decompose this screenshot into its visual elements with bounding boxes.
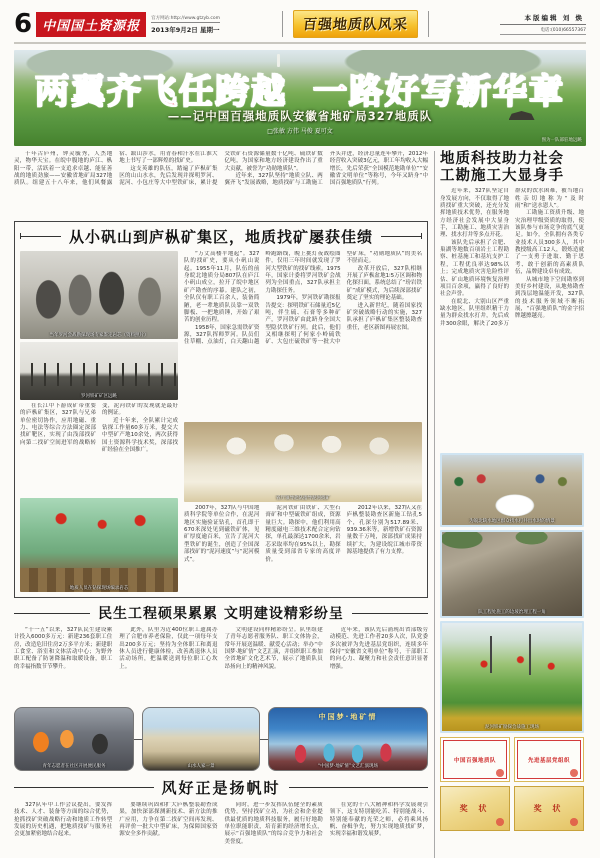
headline-rule-right	[352, 613, 428, 614]
body-paragraph: 2012年以来，327队又在庐枞整装勘查区新施工钻孔5个，孔深分别为517.89米、939.36米等，新增铁矿石资源量数千万吨，深部找矿成果持续扩大，为建设皖江城市带资源基地提供了有力支撑。	[346, 505, 422, 556]
intro-paragraph: 千年古庐州，钟灵毓秀，人杰地灵，物华天宝。在皖中腹地的庐江、枞阳一带，活跃着一支追求卓越、能征善战的地质劲旅——安徽省地矿局327地质队。组建五十八年来，他们风餐露宿、跋山涉水，用青春和汗水在江淮大地上书写了一部辉煌的找矿史。	[14, 151, 218, 187]
section1-headline: 从小矾山到庐枞矿集区，地质找矿屡获佳绩	[69, 228, 374, 246]
header-divider-right	[428, 11, 429, 37]
section1-right-area	[184, 251, 422, 593]
photo-water-well-crowd	[440, 453, 584, 527]
masthead-date: 2013年9月2日 星期一	[151, 25, 220, 34]
masthead-info	[151, 15, 220, 34]
right-article-text	[440, 188, 584, 450]
photo-stage-performance	[268, 707, 428, 771]
certificate-top100	[440, 737, 510, 782]
stage-backdrop-title: 中国梦·地矿情	[318, 713, 378, 721]
certificate-award-left	[440, 786, 510, 831]
topbar	[14, 6, 586, 44]
photo-caption: 省厅领导赴队指导泥河找矿	[276, 496, 330, 501]
header-divider-left	[282, 11, 283, 37]
section1-body	[20, 251, 422, 593]
body-paragraph: “十一五”以来，327队民生建设累计投入6000多万元：新建236套职工住房，改造危旧住房2万多平方米；新建职工食堂、浴室和文体活动中心；为野外职工配备了防暑降温和取暖设备，职工的幸福指数节节攀升。	[14, 627, 113, 670]
banner-headline	[14, 64, 586, 113]
banner-photo-caption: 图为一队部驻地远眺	[541, 138, 582, 143]
body-paragraph: 该队先后承担了合肥、巢湖等地数百项岩土工程勘察、桩基施工和基坑支护工程，工程优良率达98%以上；完成地质灾害危险性评估、矿山地质环境恢复治理项目百余项，赢得了良好的社会声誉。	[440, 239, 509, 298]
certificate-title: 先进基层党组织	[527, 757, 570, 764]
photo-leaders-meeting	[184, 422, 422, 502]
certificate-grid	[440, 737, 584, 831]
photo-slope-treatment	[440, 530, 584, 618]
drill-mast-shape	[529, 634, 531, 675]
section3-headline-row	[14, 777, 428, 798]
editor-block	[500, 13, 586, 35]
photo-mine-skyline-bw	[20, 342, 178, 400]
banner-subtitle: ——记中国百强地质队安徽省地矿局327地质队	[167, 109, 433, 123]
photo-caption: 青年志愿者在社区开展便民服务	[42, 764, 106, 769]
photo-core-inspection-bw	[20, 251, 178, 339]
headline-rule-left	[14, 787, 154, 788]
editor-phone: 电话:(010)66557367	[500, 27, 586, 35]
section2-text	[14, 627, 428, 703]
section3-headline: 风好正是扬帆时	[161, 779, 281, 797]
photo-caption: 地质人员在钻探现场编录岩芯	[69, 586, 129, 591]
certificate-party	[514, 737, 584, 782]
body-paragraph: 在皖北、大别山区严重缺水地区，队里组织精干力量为群众找水打井，先后成井300余眼，解决了20多万群众的饮水困难，被当地百姓亲切地称为“及时雨”和“送水恩人”。	[440, 188, 584, 327]
body-paragraph: 在长江中下游成矿带重要的庐枞矿集区，327队与兄弟单位密切协作，应用地磁、重力、电法等综合方法圈定深部找矿靶区，实现了由浅部找矿向第二找矿空间进军的战略转变，泥河铁矿的发现就是最好的例证。	[20, 403, 178, 446]
body-paragraph: 工勘施工资质升级、地灾治理甲级资质的取得，使该队参与市场竞争的底气更足。如今，全队拥有各类专业技术人员300多人，其中教授级高工12人，锻炼造就了一支勇于进取、勤于思考、敢于创新的高素质队伍，品牌建设卓有成效。	[515, 210, 584, 276]
body-paragraph: 近年来，该队先后涌现出省部级劳动模范、先进工作者20多人次，队党委多次被评为先进基层党组织，连续多年保持“安徽省文明单位”称号，干部职工的向心力、凝聚力和社会责任意识显著增强。	[329, 627, 428, 670]
body-paragraph: 泥河铁矿由铁矿、大型石膏矿和中型硫铁矿组成，资源量巨大。勘探中，他们利用高精度磁电三维技术配合定向钻探，单孔最深达1700余米，岩芯采取率均在95%以上，勘探质量受到部省专家的高度评价。	[265, 505, 341, 563]
intro-paragraph: 这支英雄的队伍，踏遍了庐枞矿集区的山山水水，先后发现并探明罗河、泥河、小包庄等大中型铁矿床，累计提交铁矿石资源储量数十亿吨、硫铁矿数亿吨，为国家和地方经济建设作出了重大贡献，被誉为“功勋地质队”。	[119, 151, 323, 187]
editor-name: 本版编辑 刘 焕	[500, 13, 586, 25]
right-article-headline-line1: 地质科技助力社会	[440, 151, 564, 167]
body-paragraph: 要继续巩固和扩大庐枞整装勘查成果，加快深部探测新技术、新方法的推广应用，力争在第二找矿空间再发现、再评价一批大中型矿床，为保障国家资源安全多作贡献。	[119, 802, 218, 838]
masthead-logo	[36, 12, 146, 37]
photo-caption: 罗河铁矿矿区远眺	[81, 394, 117, 399]
certificate-title: 中国百强地质队	[453, 757, 496, 764]
banner-byline: □张敏 方伟 马俊 夏可文	[267, 128, 333, 135]
photo-drilling-field	[440, 621, 584, 733]
page-content	[14, 151, 586, 858]
banner-headline-right: 一路好写新华章	[313, 72, 565, 112]
body-paragraph: 1979年，罗河铁矿勘探报告提交：探明铁矿石储量近5亿吨，伴生硫、石膏等多种矿产，罗河铁矿由此跻身全国大型隐伏铁矿行列。此后，他们又相继探明了何家小岭硫铁矿、大包庄硫铁矿等一批大中型矿床，“功勋地质队”的美名不胫而走。	[265, 251, 422, 346]
masthead-title: 中国国土资源报	[42, 18, 141, 34]
headline-rule-right	[381, 236, 422, 237]
body-paragraph: 此外，队里为近400位职工遗属办理了合肥市养老保险，仅此一项每年支出200多万元；坚持为全体职工和离退休人员进行健康体检，改善离退休人员活动场所，把温暖送到每位职工心坎上。	[119, 627, 218, 670]
body-paragraph: 近十年来，全队累计完成钻探工作量60多万米，提交大中型矿产地10余处，两次获得国土资源科学技术奖，深部找矿经验在全国推广。	[102, 417, 178, 454]
section1-headline-row	[20, 226, 422, 247]
body-paragraph: 327队年中工作会议提出，要发挥技术、人才、装备等方面的综合优势，抢抓找矿突破战略行动和地质工作转型发展的历史机遇，把地质找矿与服务社会更加紧密地结合起来。	[14, 802, 113, 838]
section2-photo-row	[14, 707, 428, 771]
section-livelihood	[14, 603, 428, 771]
section1-bottom-text	[184, 505, 422, 593]
photo-caption: 当年罗河会战勘探现场专家鉴定岩芯（资料照片）	[49, 333, 149, 338]
page-number: 6	[14, 9, 33, 39]
section1-left-column	[20, 251, 178, 593]
headline-rule-right	[289, 787, 429, 788]
banner-headline-left: 两翼齐飞任跨越	[35, 72, 287, 112]
drill-mast-shape	[490, 636, 492, 673]
body-paragraph: 近年来，327队坚定自身发展方向，不仅取得了地质找矿重大突破，还充分发挥地质技术优势，在服务地方经济社会发展中大显身手，工勘施工、地质灾害治理、找水打井等多点开花。	[440, 188, 509, 239]
body-paragraph: “万丈高楼平地起”。327队的找矿史，要从小矾山说起。1955年11月，队伍的前身皖北地质分局807队在庐江小矾山成立，拉开了皖中地区矿产勘查的序幕。建队之初，全队仅有职工百余人，装备简陋，老一辈地质队员靠一双铁脚板、一把地质锤，开始了艰苦的创业历程。	[184, 251, 260, 324]
photo-volunteers	[14, 707, 134, 771]
section3-text	[14, 802, 428, 858]
photo-caption: 山水人家一景	[187, 764, 215, 769]
certificate-title: 奖 状	[459, 804, 491, 814]
section-sailing	[14, 777, 428, 858]
photo-caption: 队工程处施工的边坡治理工程一角	[478, 610, 546, 616]
photo-core-logging-tent	[20, 498, 178, 592]
photo-residence-building	[142, 707, 260, 771]
body-paragraph: 进入新世纪，随着国家找矿突破战略行动的实施，327队承担了庐枞矿集区整装勘查重任，老区新图再展宏图。	[346, 302, 422, 331]
headline-rule-left	[14, 613, 90, 614]
body-paragraph: 2007年，327队与中国地质科学院等单位合作，在泥河地区实施验证钻孔，首孔即于670米深处见到磁铁矿体，见矿厚度逾百米，宣告了泥河大型铁矿的诞生，创造了全国深部找矿的“泥河速度”与“泥河模式”。	[184, 505, 260, 563]
body-paragraph: 从城市地下空间勘察到美好乡村建设，从地热勘查到浅层地温能开发，327队的技术服务领域不断拓展，“百强地质队”的金字招牌越擦越亮。	[515, 276, 584, 320]
body-paragraph: 文明建设同样精彩纷呈。队里组建了青年志愿者服务队、职工文体协会，常年开展送温暖、献爱心活动；举办“中国梦·地矿情”文艺汇演，并组织职工参加全省地矿文化艺术节，展示了地质队员昂扬向上的精神风貌。	[224, 627, 323, 670]
main-column	[14, 151, 428, 858]
section1-left-text	[20, 403, 178, 495]
right-article-column	[434, 151, 584, 858]
certificate-award-right	[514, 786, 584, 831]
photo-caption: 泥河铁矿勘探会战施工现场	[485, 725, 539, 731]
photo-caption: 为皖北缺水地区群众找水打井出水时的情景	[469, 519, 555, 525]
section-prospecting	[14, 221, 428, 598]
body-paragraph: 同时，进一步发挥队伍健全的素质优势，坚持找矿立功，为社会和企业提供最优质的地质科技服务，履行好地勘单位职能职责，培育新的经济增长点，展示“百强地质队”的综合竞争力和社会美誉度。	[224, 802, 323, 845]
banner-photo	[14, 50, 586, 146]
masthead-website: 官方网站:http://www.gtzyb.com	[151, 15, 221, 21]
body-paragraph: 改革开放后，327队相继开展了庐枞盆地1∶5万区调和物化探扫面，系统总结了“玢岩铁矿”成矿模式，为后续深部找矿奠定了坚实的理论基础。	[346, 265, 422, 302]
column-banner	[293, 10, 418, 38]
photo-caption: “中国梦·地矿情”文艺汇演现场	[317, 764, 379, 769]
column-banner-title: 百强地质队风采	[301, 17, 409, 33]
certificate-title: 奖 状	[533, 804, 565, 814]
right-article-headline-line2: 工勘施工大显身手	[440, 168, 564, 185]
headline-rule-left	[20, 236, 61, 237]
body-paragraph: 在党的十八大精神和科学发展观引领下，这支特别能吃苦、特别能战斗、特别能奉献的光荣之师，必将乘风扬帆、奋楫争先，努力实现地质找矿梦，实现幸福和谐发展梦。	[329, 802, 428, 838]
body-paragraph: 1958年，国家急需铁矿资源，327队挥师罗河。队员们住草棚、点油灯，白天翻山越岭跑路线，晚上挑灯夜战绘图件，仅用三年时间就发现了罗河大型铁矿的找矿线索。1975年，国家计委将罗河铁矿会战列为全国重点，327队承担主力勘探任务。	[184, 251, 341, 346]
section1-top-text	[184, 251, 422, 419]
intro-text	[14, 151, 428, 217]
section2-headline-row	[14, 603, 428, 623]
section2-headline: 民生工程硕果累累 文明建设精彩纷呈	[98, 606, 344, 622]
intro-paragraph: 近年来，327队坚持“地质立队、两翼齐飞”发展战略，地质找矿与工勘施工齐头并进，经济总量连年攀升，2012年经营收入突破3亿元，职工年均收入大幅增长，先后荣获“全国模范地勘单位”“安徽省文明单位”等称号，今年又跻身“中国百强地质队”行列。	[224, 151, 428, 187]
